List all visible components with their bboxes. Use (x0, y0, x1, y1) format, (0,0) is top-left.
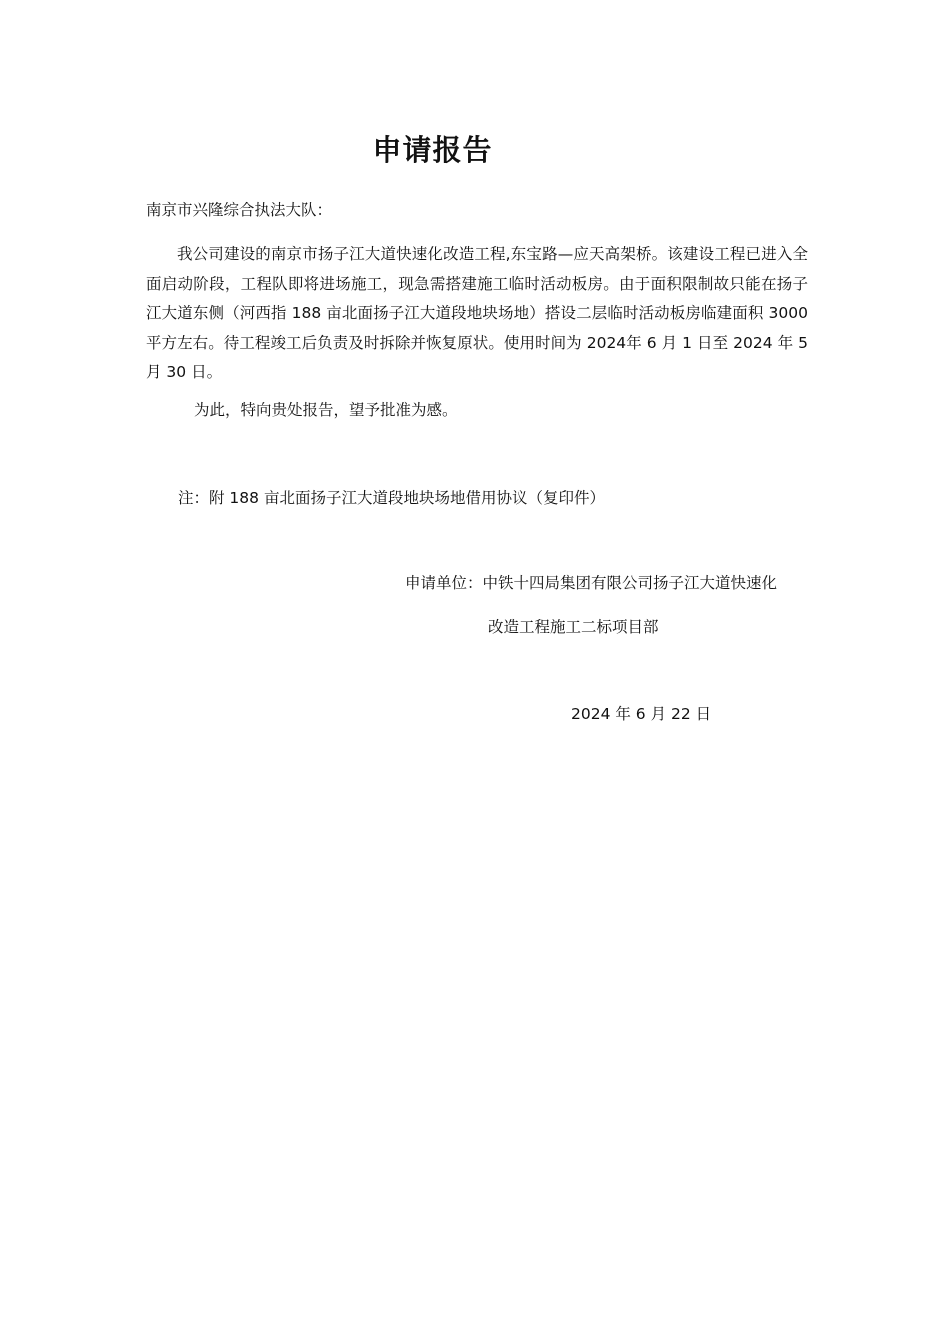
addressee: 南京市兴隆综合执法大队： (146, 201, 333, 219)
applicant-line-1: 申请单位：中铁十四局集团有限公司扬子江大道快速化 (405, 574, 778, 592)
body-paragraph: 我公司建设的南京市扬子江大道快速化改造工程,东宝路—应天高架桥。该建设工程已进入全面启动阶段，工程队即将进场施工，现急需搭建施工临时活动板房。由于面积限制故只能在扬子江大道东侧（河西指 188 亩北面扬子江大道段地块场地）搭设二层临时活动板房临建面积 3000 平方左右。待工程竣工后负责及时拆除并恢复原状。使用时间为 2024年 6 月 1 日至 2024 年 5 月 30 日。 (146, 245, 808, 382)
document-title: 申请报告 (372, 133, 493, 167)
document-date: 2024 年 6 月 22 日 (571, 705, 712, 723)
attachment-note: 注：附 188 亩北面扬子江大道段地块场地借用协议（复印件） (178, 489, 605, 507)
closing-line: 为此，特向贵处报告，望予批准为感。 (194, 401, 458, 419)
applicant-line-2: 改造工程施工二标项目部 (488, 618, 659, 636)
